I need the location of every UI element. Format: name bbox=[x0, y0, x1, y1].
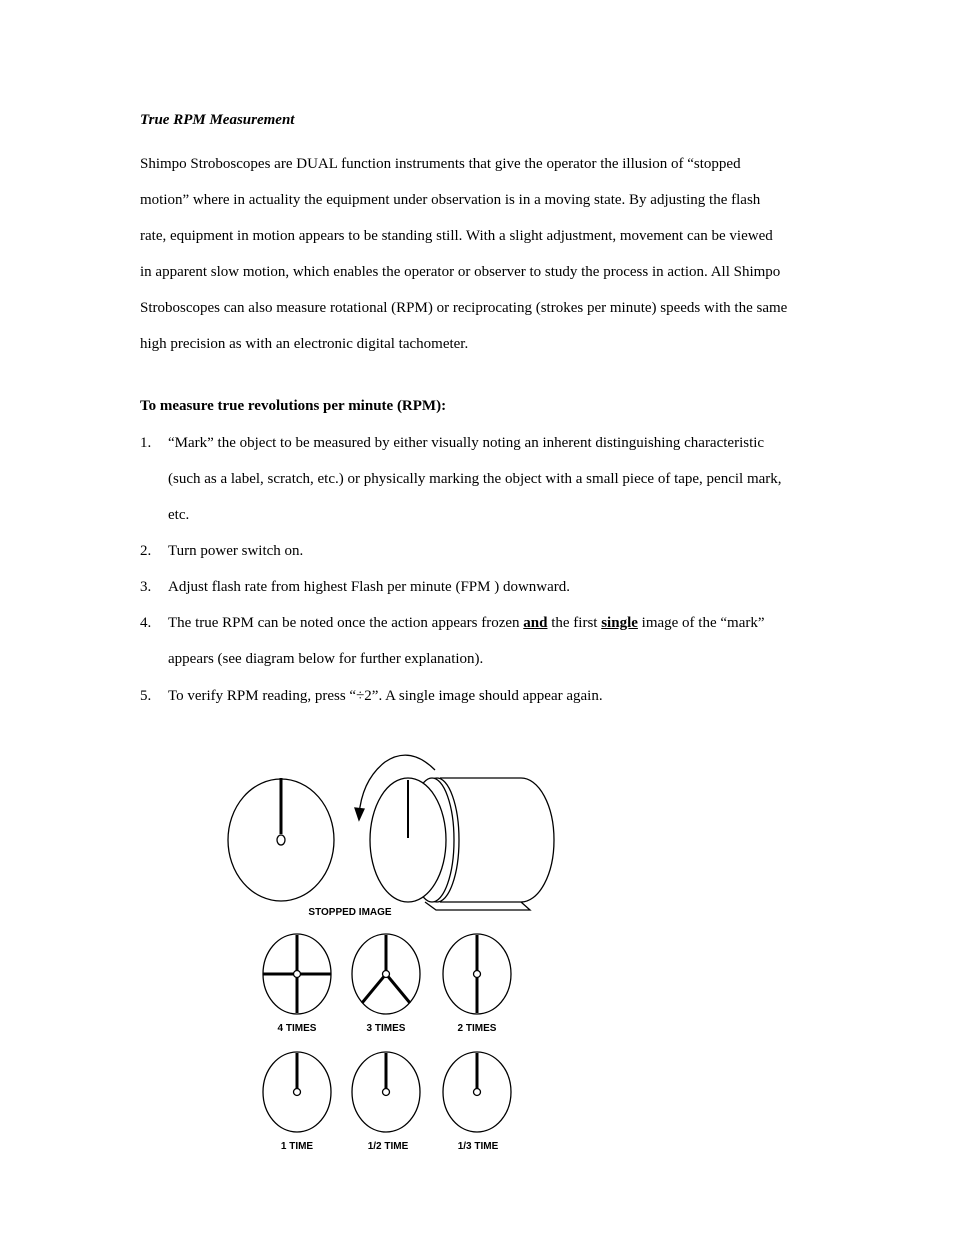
step-text: Turn power switch on. bbox=[168, 543, 304, 559]
step-text-part: image of the “mark” bbox=[637, 615, 765, 631]
disc-4-times bbox=[263, 934, 331, 1014]
label-third-time: 1/3 TIME bbox=[457, 1141, 499, 1152]
intro-line: in apparent slow motion, which enables the operator or observer to study the process in action. All Shimpo bbox=[140, 264, 781, 280]
disc-third-time bbox=[443, 1052, 511, 1132]
stopped-image-label: STOPPED IMAGE bbox=[308, 907, 392, 918]
emphasis-and: and bbox=[523, 615, 548, 631]
disc-1-time bbox=[263, 1052, 331, 1132]
rotating-drum bbox=[355, 755, 554, 910]
label-half-time: 1/2 TIME bbox=[367, 1141, 409, 1152]
section-title: True RPM Measurement bbox=[140, 112, 295, 128]
label-4-times: 4 TIMES bbox=[277, 1023, 317, 1034]
stopped-disc bbox=[228, 778, 334, 901]
step-number: 1. bbox=[140, 435, 152, 451]
emphasis-single: single bbox=[601, 615, 638, 631]
intro-line: motion” where in actuality the equipment under observation is in a moving state. By adjusting the flash bbox=[140, 192, 761, 208]
step-number: 3. bbox=[140, 579, 152, 595]
step-number: 5. bbox=[140, 688, 152, 704]
step-number: 4. bbox=[140, 615, 152, 631]
step-number: 2. bbox=[140, 543, 152, 559]
intro-line: Stroboscopes can also measure rotational (RPM) or reciprocating (strokes per minute) speeds with the same bbox=[140, 300, 788, 316]
label-3-times: 3 TIMES bbox=[366, 1023, 406, 1034]
steps-heading: To measure true revolutions per minute (RPM): bbox=[140, 398, 447, 414]
step-text-part: The true RPM can be noted once the action appears frozen bbox=[168, 615, 524, 631]
intro-line: Shimpo Stroboscopes are DUAL function instruments that give the operator the illusion of “stopped bbox=[140, 156, 741, 172]
step-line: “Mark” the object to be measured by either visually noting an inherent distinguishing characteristic bbox=[168, 435, 765, 451]
step-line: appears (see diagram below for further explanation). bbox=[168, 651, 484, 667]
label-1-time: 1 TIME bbox=[280, 1141, 314, 1152]
step-text: To verify RPM reading, press “÷2”. A single image should appear again. bbox=[168, 688, 603, 704]
step-line: (such as a label, scratch, etc.) or physically marking the object with a small piece of tape, pencil mark, bbox=[168, 471, 782, 487]
step-text: Adjust flash rate from highest Flash per minute (FPM ) downward. bbox=[168, 579, 571, 595]
intro-line: rate, equipment in motion appears to be standing still. With a slight adjustment, movement can be viewed bbox=[140, 228, 773, 244]
disc-2-times bbox=[443, 934, 511, 1014]
intro-line: high precision as with an electronic digital tachometer. bbox=[140, 336, 469, 352]
disc-3-times bbox=[352, 934, 420, 1014]
step-line: etc. bbox=[168, 507, 190, 523]
label-2-times: 2 TIMES bbox=[457, 1023, 497, 1034]
step-text-part: the first bbox=[547, 615, 602, 631]
disc-half-time bbox=[352, 1052, 420, 1132]
